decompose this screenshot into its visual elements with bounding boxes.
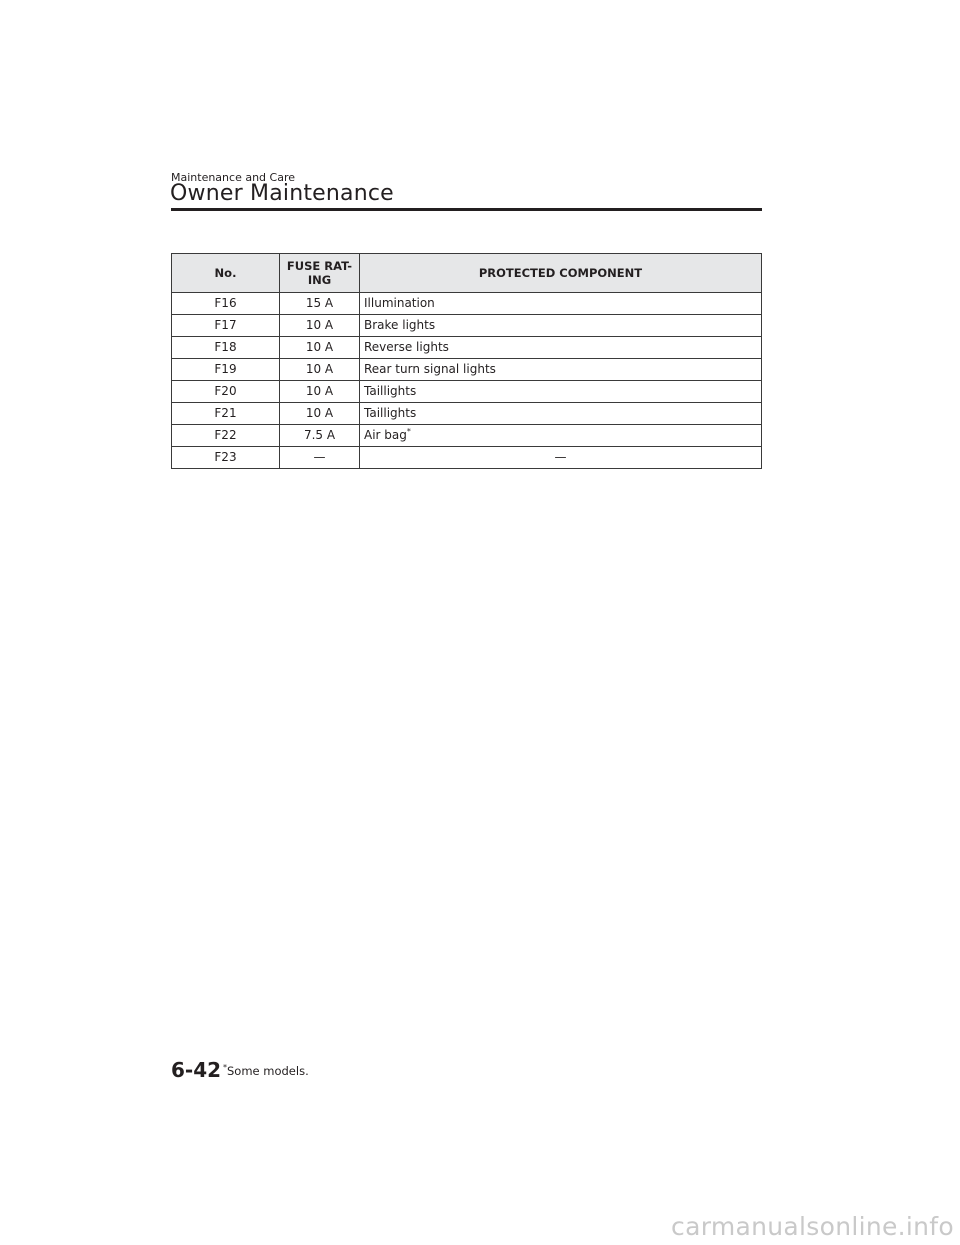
page-title: Owner Maintenance [170,181,394,206]
title-rule [171,208,762,211]
fuse-number: F21 [172,403,280,425]
fuse-number: F22 [172,425,280,447]
protected-component: Brake lights [360,315,762,337]
protected-component: Reverse lights [360,337,762,359]
table-row [172,447,762,469]
table-row [172,381,762,403]
protected-component: — [360,447,762,469]
column-header-fuse-rating-line2: ING [307,273,332,287]
footnote [223,1064,309,1078]
fuse-number: F17 [172,315,280,337]
section-label: Maintenance and Care [171,171,295,184]
table-row [172,403,762,425]
table-header-row [172,254,762,293]
protected-component-cell [360,425,762,447]
column-header-fuse-rating-line1: FUSE RAT- [286,259,353,273]
page-number: 6-42 [171,1058,222,1082]
protected-component: Taillights [360,381,762,403]
some-models-mark: * [406,427,411,436]
fuse-rating: 10 A [280,337,360,359]
fuse-rating: 10 A [280,315,360,337]
protected-component: Rear turn signal lights [360,359,762,381]
fuse-rating: 10 A [280,359,360,381]
fuse-number: F16 [172,293,280,315]
fuse-rating: — [280,447,360,469]
fuse-rating: 10 A [280,381,360,403]
fuse-number: F19 [172,359,280,381]
fuse-number: F20 [172,381,280,403]
table-row [172,315,762,337]
fuse-number: F18 [172,337,280,359]
column-header-fuse-rating [280,254,360,293]
watermark: carmanualsonline.info [671,1212,954,1241]
fuse-table [171,253,762,469]
fuse-number: F23 [172,447,280,469]
protected-component: Taillights [360,403,762,425]
table-row [172,337,762,359]
fuse-rating: 10 A [280,403,360,425]
footnote-mark: * [223,1063,227,1073]
footnote-text: Some models. [227,1064,309,1078]
column-header-no: No. [172,254,280,293]
table-row [172,359,762,381]
protected-component: Illumination [360,293,762,315]
fuse-rating: 15 A [280,293,360,315]
table-row [172,293,762,315]
column-header-protected-component: PROTECTED COMPONENT [360,254,762,293]
table-row [172,425,762,447]
protected-component: Air bag [364,428,407,442]
fuse-rating: 7.5 A [280,425,360,447]
